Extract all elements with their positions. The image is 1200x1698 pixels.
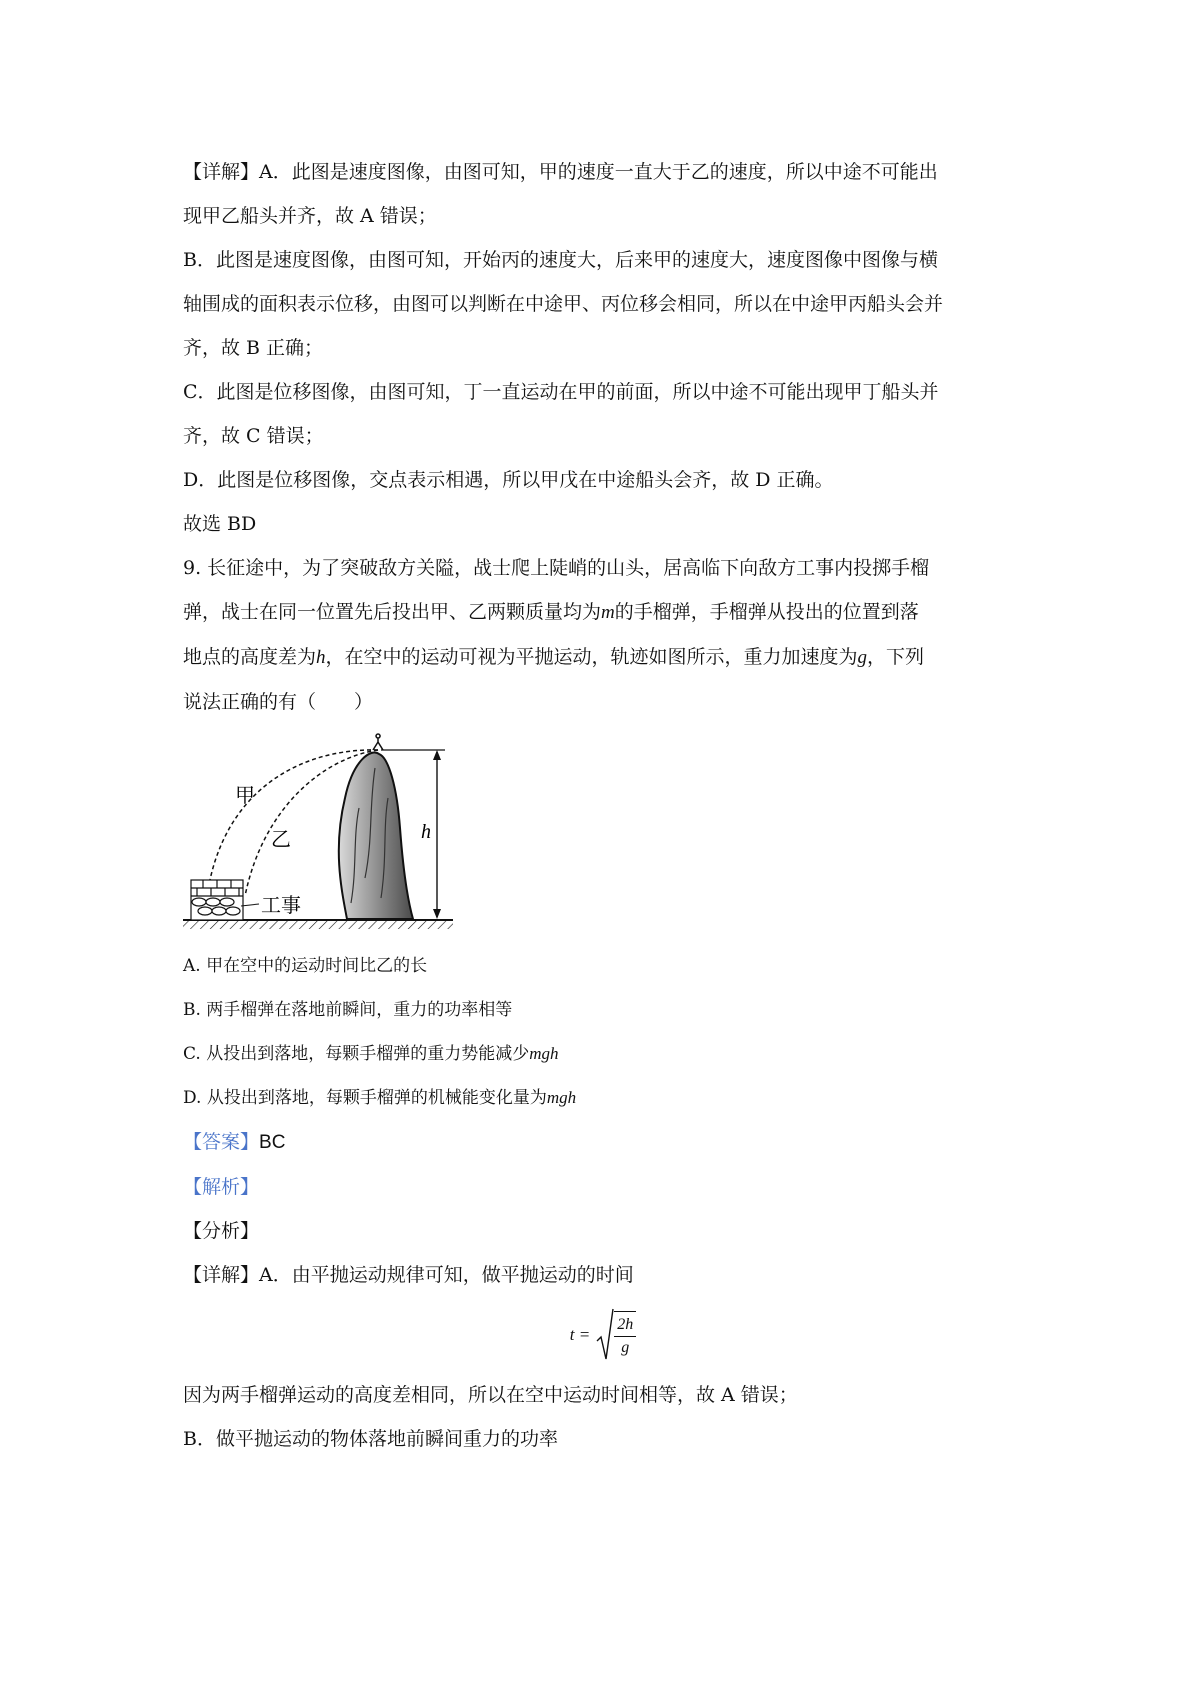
detail-a-9: 【详解】A．由平抛运动规律可知，做平抛运动的时间 (183, 1264, 634, 1286)
formula-denominator: g (621, 1339, 630, 1356)
label-jia: 甲 (235, 783, 255, 807)
detail-a-cont: 现甲乙船头并齐，故 A 错误； (183, 205, 437, 227)
detail-c-line2: 齐，故 C 错误； (183, 425, 324, 447)
detail-a-line: 【详解】A．此图是速度图像，由图可知，甲的速度一直大于乙的速度，所以中途不可能出 (183, 161, 938, 183)
answer-line: 【答案】BC (183, 1131, 286, 1153)
detail-b-line3: 齐，故 B 正确； (183, 337, 324, 359)
detail-d-line1: D．此图是位移图像，交点表示相遇，所以甲戊在中途船头会齐，故 D 正确。 (183, 469, 834, 491)
soldier-mark (373, 734, 383, 750)
gongshi-leader (241, 904, 259, 906)
question-9-line1: 9. 长征途中，为了突破敌方关隘，战士爬上陡峭的山头，居高临下向敌方工事内投掷手榴 (183, 557, 930, 579)
after-formula: 因为两手榴弹运动的高度差相同，所以在空中运动时间相等，故 A 错误； (183, 1384, 798, 1406)
analysis-label: 【解析】 (183, 1176, 260, 1198)
time-formula (183, 1297, 1023, 1373)
question-9-line2: 弹，战士在同一位置先后投出甲、乙两颗质量均为m的手榴弹，手榴弹从投出的位置到落 (183, 601, 919, 623)
sqrt-sign (596, 1307, 614, 1363)
option-b: B. 两手榴弹在落地前瞬间，重力的功率相等 (183, 1000, 513, 1020)
option-c: C. 从投出到落地，每颗手榴弹的重力势能减少mgh (183, 1044, 559, 1064)
label-h: h (421, 821, 431, 843)
figure-svg (183, 728, 483, 938)
choose-line: 故选 BD (183, 513, 257, 535)
fortification (191, 880, 243, 920)
detail-b-line1: B．此图是速度图像，由图可知，开始丙的速度大，后来甲的速度大，速度图像中图像与横 (183, 249, 938, 271)
height-arrow-head-bottom (433, 909, 441, 919)
detail-b-line2: 轴围成的面积表示位移，由图可以判断在中途甲、丙位移会相同，所以在中途甲丙船头会并 (183, 293, 944, 315)
formula-fraction (614, 1311, 636, 1359)
height-arrow-head-top (433, 750, 441, 760)
option-d: D. 从投出到落地，每颗手榴弹的机械能变化量为mgh (183, 1088, 577, 1108)
label-yi: 乙 (271, 827, 291, 851)
detail-b-9: B．做平抛运动的物体落地前瞬间重力的功率 (183, 1428, 558, 1450)
formula-numerator: 2h (614, 1314, 636, 1337)
detail-c-line1: C．此图是位移图像，由图可知，丁一直运动在甲的前面，所以中途不可能出现甲丁船头并 (183, 381, 939, 403)
fenxi-label: 【分析】 (183, 1220, 260, 1242)
label-gongshi: 工事 (261, 893, 301, 917)
formula-lhs: t = (569, 1325, 591, 1344)
option-a: A. 甲在空中的运动时间比乙的长 (183, 956, 428, 976)
rock (339, 753, 413, 919)
document-page (183, 150, 1023, 1461)
question-9-line4: 说法正确的有（ ） (183, 691, 374, 713)
ground-hatch (183, 920, 453, 929)
question-9-line3: 地点的高度差为h，在空中的运动可视为平抛运动，轨迹如图所示，重力加速度为g，下列 (183, 646, 925, 668)
trajectory-figure (183, 728, 483, 938)
